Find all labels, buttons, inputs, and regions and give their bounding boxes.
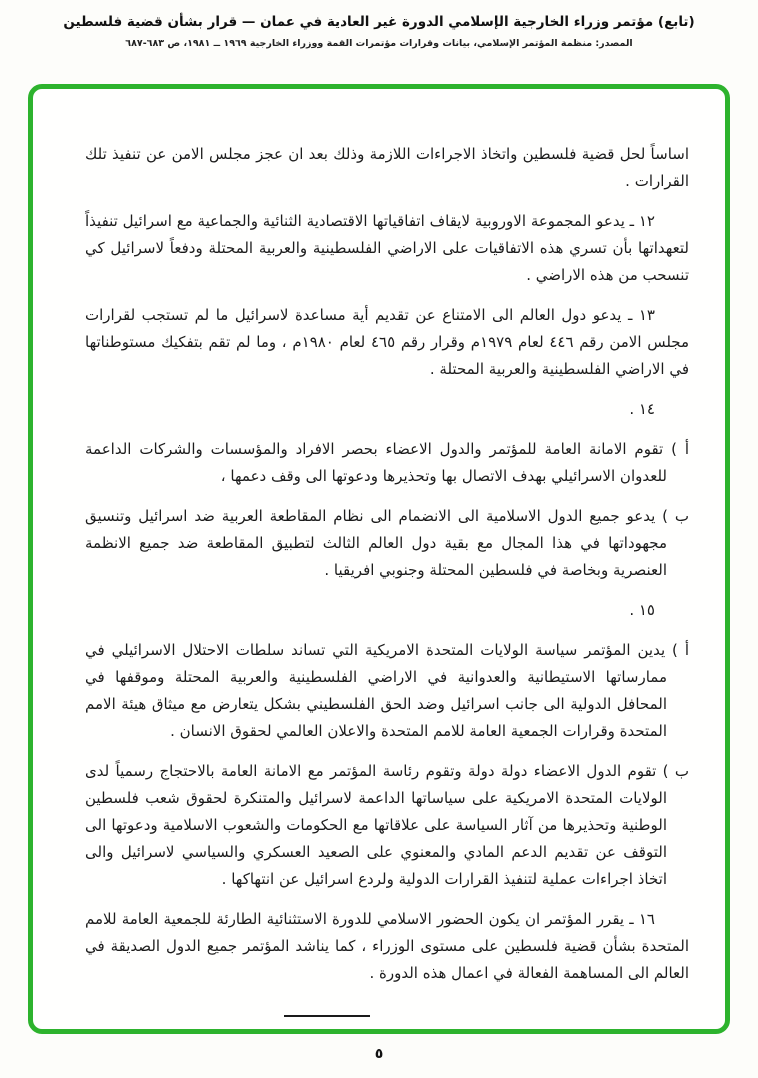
paragraph-item-13: ١٣ ـ يدعو دول العالم الى الامتناع عن تقديم أية مساعدة لاسرائيل ما لم تستجب لقرارات مجلس الامن رقم ٤٤٦ لعام ١٩٧٩م وقرار رقم ٤٦٥ لعام ١٩٨٠م ، وما لم تقم بتفكيك مستوطناتها في الاراضي الفلسطينية والعربية المحتلة . <box>85 306 690 378</box>
paragraph-item-12: ١٢ ـ يدعو المجموعة الاوروبية لايقاف اتفاقياتها الاقتصادية الثنائية والجماعية مع اسرائيل تنفيذاً لتعهداتها بأن تسري هذه الاتفاقيات على الاراضي الفلسطينية والعربية المحتلة ودفعاً لاسرائيل كي تنسحب من هذه الاراضي . <box>85 212 689 284</box>
item-14-marker: ١٤ . <box>629 400 655 418</box>
paragraph-item-14-a: أ ) تقوم الامانة العامة للمؤتمر والدول الاعضاء بحصر الافراد والمؤسسات والشركات الداعمة للعدوان الاسرائيلي بهدف الاتصال بها وتحذيرها ودعوتها الى وقف دعمها ، <box>85 440 689 485</box>
header-title: (تابع) مؤتمر وزراء الخارجية الإسلامي الدورة غير العادية في عمان — قرار بشأن قضية فلسطين <box>63 14 695 30</box>
item-15-marker: ١٥ . <box>629 601 655 619</box>
paragraph-item-15-b: ب ) تقوم الدول الاعضاء دولة دولة وتقوم رئاسة المؤتمر مع الامانة العامة بالاحتجاج رسمياً لدى الولايات المتحدة الامريكية على سياساتها الداعمة لاسرائيل والمتنكرة لحقوق شعب فلسطين الوطنية وتحذيرها من آثار السياسة على علاقاتها مع الحكومات والشعوب الاسلامية ودعوتها الى التوقف عن تقديم الدعم المادي والمعنوي على الصعيد العسكري والسياسي لاسرائيل والى اتخاذ اجراءات عملية لتنفيذ القرارات الدولية ولردع اسرائيل عن انتهاكها . <box>85 762 689 888</box>
paragraph-item-16: ١٦ ـ يقرر المؤتمر ان يكون الحضور الاسلامي للدورة الاستثنائية الطارئة للجمعية العامة للامم المتحدة بشأن قضية فلسطين على مستوى الوزراء ، كما يناشد المؤتمر جميع الدول الصديقة في العالم الى المساهمة الفعالة في اعمال هذه الدورة . <box>85 910 689 982</box>
paragraph-item-15-a: أ ) يدين المؤتمر سياسة الولايات المتحدة الامريكية التي تساند سلطات الاحتلال الاسرائيلي في ممارساتها الاستيطانية والعدوانية في الاراضي الفلسطينية والعربية المحتلة وموقفها في المحافل الدولية الى جانب اسرائيل وضد الحق الفلسطيني بشكل يتعارض مع ميثاق هيئة الامم المتحدة وقرارات الجمعية العامة للامم المتحدة والاعلان العالمي لحقوق الانسان . <box>85 641 689 740</box>
document-header <box>0 14 758 49</box>
paragraph-item-14-b: ب ) يدعو جميع الدول الاسلامية الى الانضمام الى نظام المقاطعة العربية ضد اسرائيل وتنسيق مجهوداتها في هذا المجال مع بقية دول العالم الثالث لتطبيق المقاطعة ضد جميع الانظمة العنصرية وبخاصة في فلسطين المحتلة وجنوبي افريقيا . <box>85 507 689 579</box>
header-source: المصدر: منظمة المؤتمر الإسلامي، بيانات وقرارات مؤتمرات القمة ووزراء الخارجية ١٩٦٩ ــ ١٩٨١، ص ٦٨٣-٦٨٧ <box>125 38 633 49</box>
content-frame <box>28 84 730 1034</box>
page-number: ٥ <box>374 1046 384 1062</box>
document-body <box>85 141 689 1017</box>
paragraph-intro: اساساً لحل قضية فلسطين واتخاذ الاجراءات اللازمة وذلك بعد ان عجز مجلس الامن عن تنفيذ تلك القرارات . <box>85 145 689 190</box>
section-end-rule <box>284 1015 370 1017</box>
